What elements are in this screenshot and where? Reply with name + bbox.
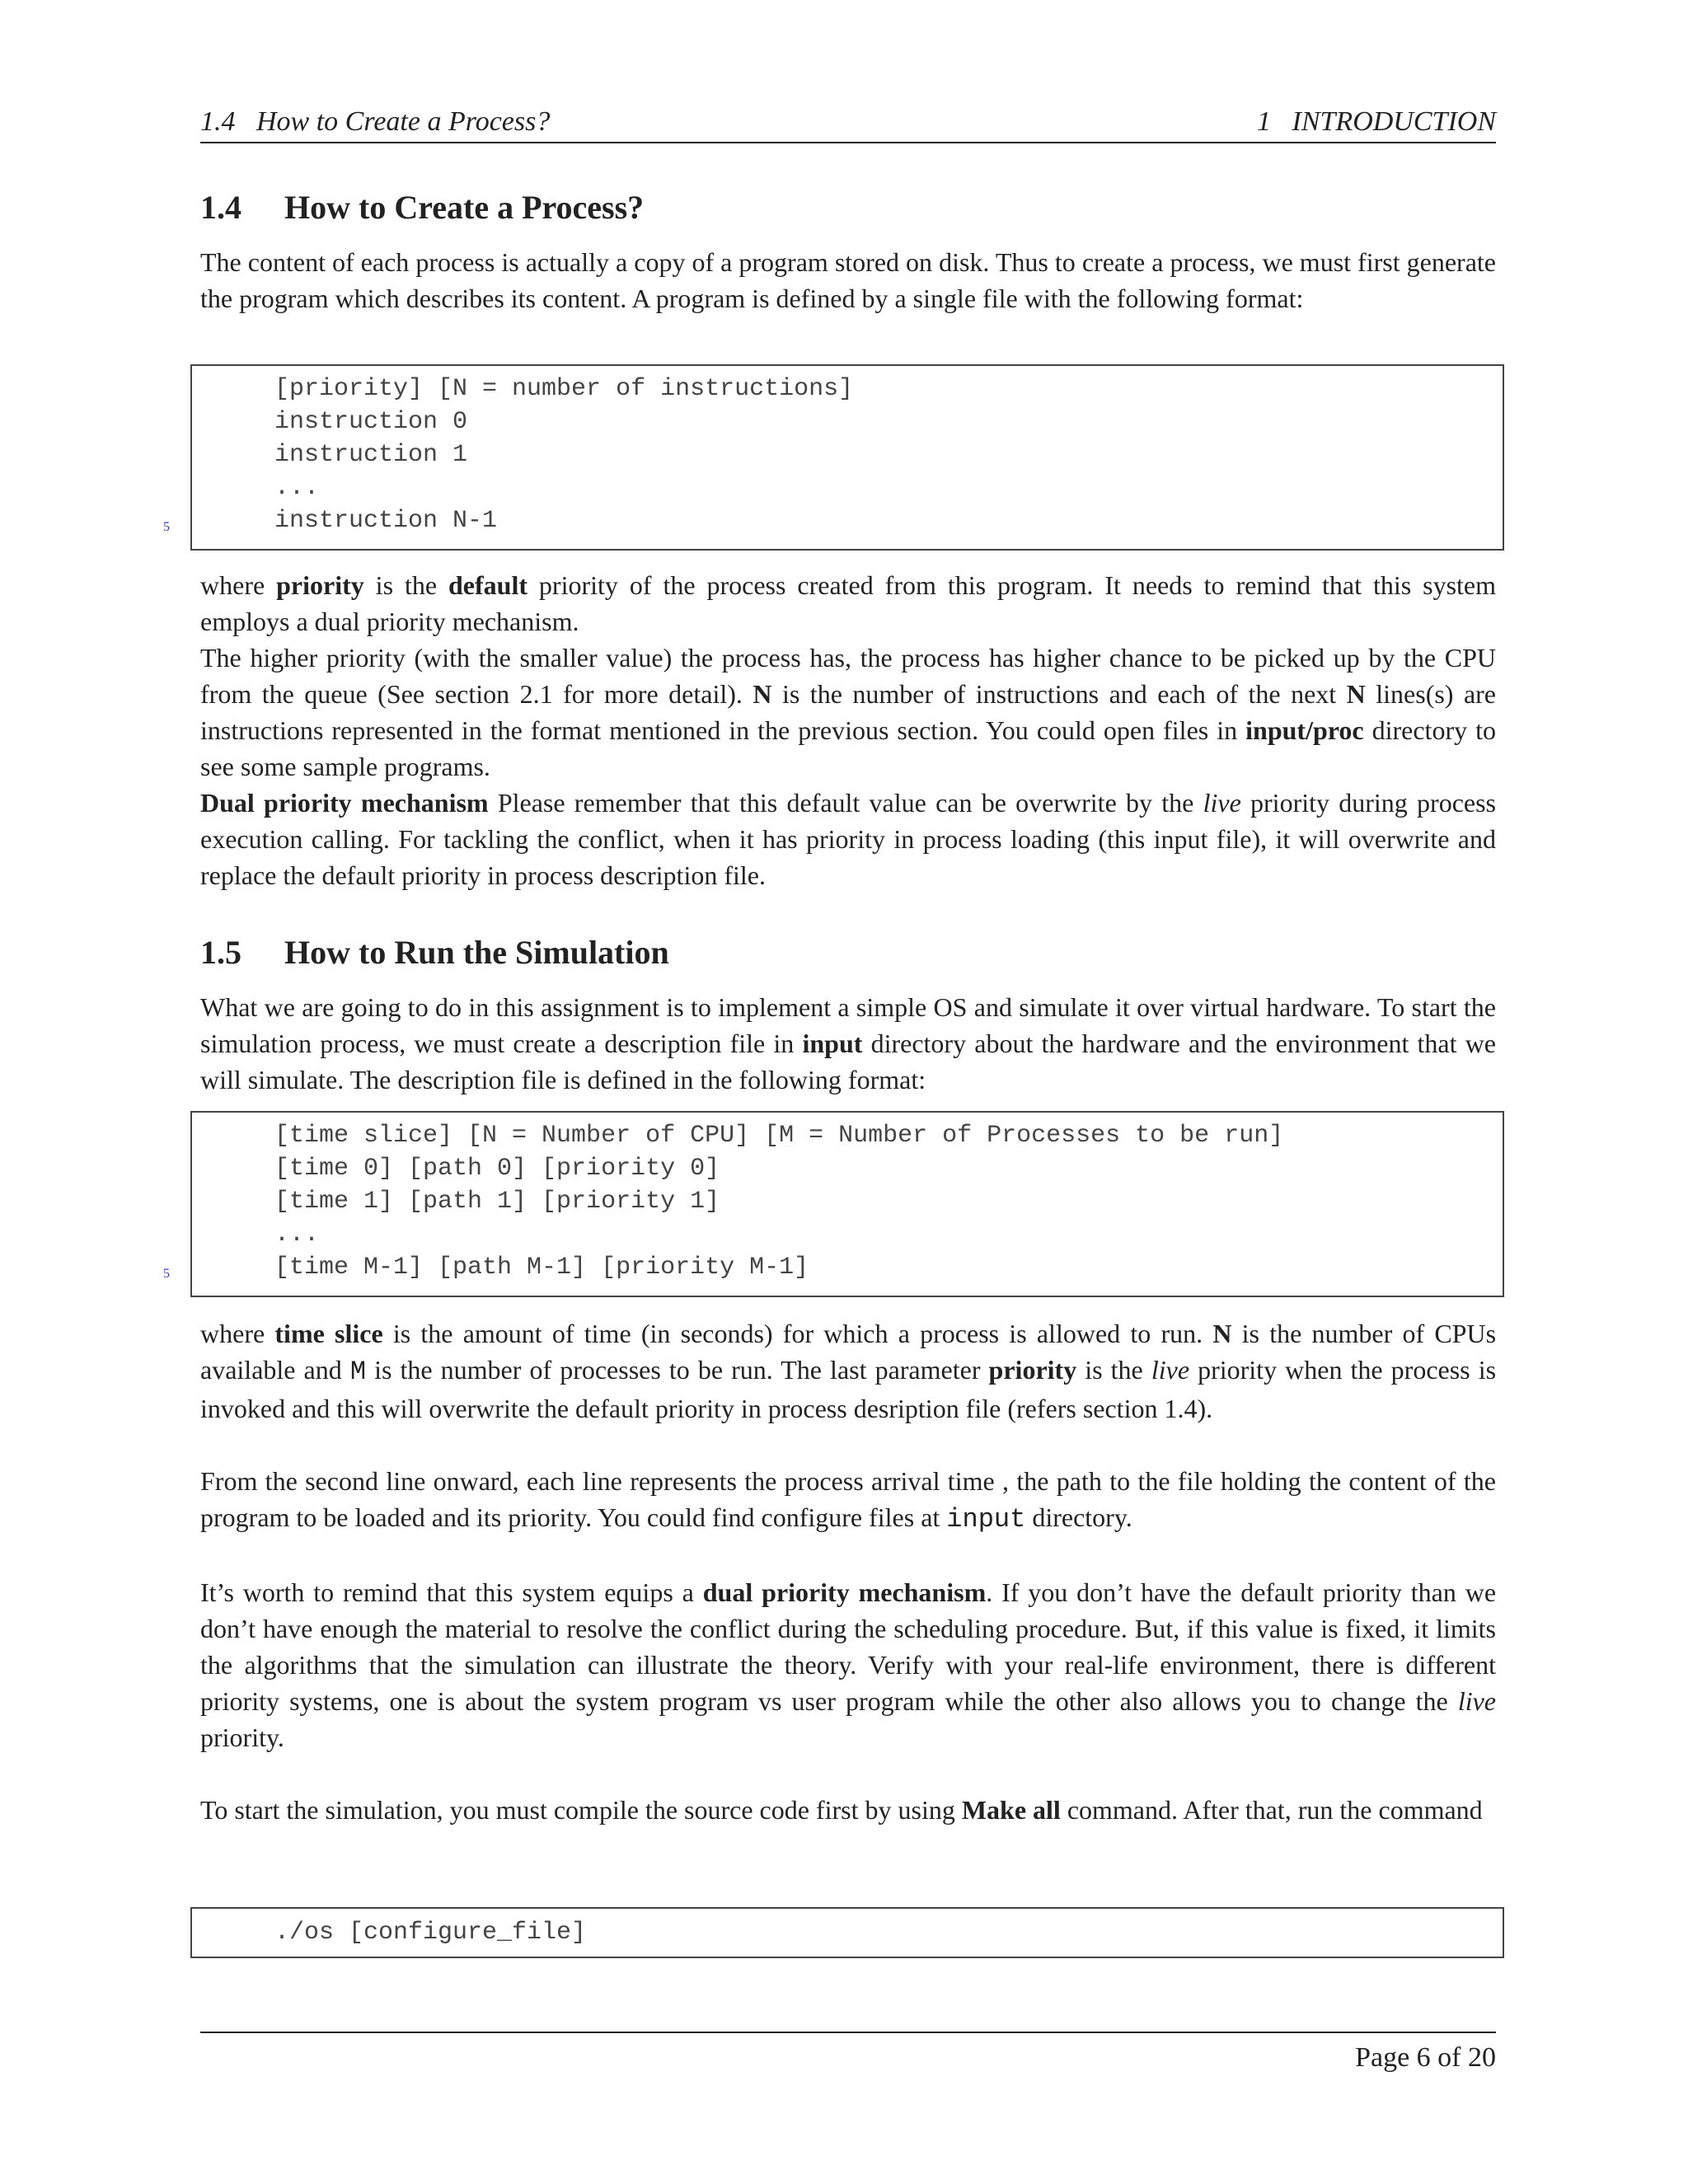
section-number: 1.5: [200, 934, 241, 971]
section-1-5-body: [200, 1315, 1496, 1828]
code-line: [time 1] [path 1] [priority 1]: [274, 1188, 720, 1216]
code-text: instruction N-1: [274, 507, 498, 535]
section-1-5-intro: [200, 989, 1496, 1098]
paragraph: What we are going to do in this assignment is to implement a simple OS and simulate it over virtual hardware. To start the simulation process, we must create a description file in input directory about the hardware and the environment that we will simulate. The description file is defined in the following format:: [200, 992, 1497, 1094]
code-line: [time 0] [path 0] [priority 0]: [274, 1155, 720, 1183]
paragraph: The content of each process is actually a copy of a program stored on disk. Thus to create a process, we must first generate the program which describes its content. A program is defined by a single file with the following format:: [200, 247, 1496, 313]
code-line-last: [163, 504, 1503, 537]
footer-rule: [200, 2032, 1496, 2033]
paragraph-start-simulation: To start the simulation, you must compile the source code first by using Make all command. After that, run the command: [200, 1795, 1483, 1825]
code-line: instruction 1: [274, 441, 468, 469]
running-header: [200, 104, 1496, 143]
code-line: ...: [274, 1221, 320, 1249]
paragraph-time-slice: where time slice is the amount of time (in seconds) for which a process is allowed to run. N is the number of CPUs available and M is the number of processes to be run. The last parameter priority is the live priority when the process is invoked and this will overwrite the default priority in process desription file (refers section 1.4).: [200, 1319, 1497, 1423]
section-number: 1.4: [200, 189, 241, 226]
code-line: [priority] [N = number of instructions]: [274, 375, 854, 403]
command-line: ./os [configure_file]: [274, 1919, 587, 1947]
paragraph-higher-priority: The higher priority (with the smaller value) the process has, the process has higher chance to be picked up by the CPU from the queue (See section 2.1 for more detail). N is the number of instructions and each of the next N lines(s) are instructions represented in the format mentioned in the previous section. You could open files in input/proc directory to see some sample programs.: [200, 643, 1497, 781]
paragraph-worth-to-remind: It’s worth to remind that this system equips a dual priority mechanism. If you don’t have the default priority than we don’t have enough the material to resolve the conflict during the scheduling procedure. But, if this value is fixed, it limits the algorithms that the simulation can illustrate the theory. Verify with your real-life environment, there is different priority systems, one is about the system program vs user program while the other also allows you to change the live priority.: [200, 1577, 1497, 1752]
section-1-4-body: [200, 567, 1496, 893]
line-number: 5: [163, 1267, 170, 1281]
section-1-4-title: [200, 186, 1496, 229]
code-text: [time M-1] [path M-1] [priority M-1]: [274, 1254, 809, 1282]
code-line: instruction 0: [274, 408, 468, 436]
section-1-5-heading-block: [200, 931, 1496, 974]
header-chapter: 1 INTRODUCTION: [1257, 106, 1496, 137]
line-number: 5: [163, 520, 170, 534]
code-line: [time slice] [N = Number of CPU] [M = Number of Processes to be run]: [274, 1122, 1284, 1150]
program-format-code-box: [163, 364, 1504, 551]
run-command-code-box: [190, 1907, 1504, 1958]
section-title-text: How to Run the Simulation: [284, 934, 669, 971]
section-title-text: How to Create a Process?: [284, 189, 645, 226]
paragraph-second-line: From the second line onward, each line represents the process arrival time , the path to the file holding the content of the program to be loaded and its priority. You could find configure files at input directory.: [200, 1466, 1496, 1535]
configuration-format-code-box: [163, 1111, 1504, 1297]
header-section-title: 1.4 How to Create a Process?: [200, 106, 551, 137]
code-line: ...: [274, 474, 320, 502]
page-number: Page 6 of 20: [1355, 2042, 1496, 2073]
section-1-4-intro: [200, 244, 1496, 316]
paragraph-dual-priority: Dual priority mechanism Please remember that this default value can be overwrite by the live priority during process execution calling. For tackling the conflict, when it has priority in process loading (this input file), it will overwrite and replace the default priority in process description file.: [200, 788, 1497, 890]
code-line-last: [163, 1251, 1503, 1284]
paragraph-priority: where priority is the default priority of the process created from this program. It needs to remind that this system employs a dual priority mechanism.: [200, 570, 1497, 636]
section-1-4-heading-block: [200, 186, 1496, 229]
section-1-5-title: [200, 931, 1496, 974]
